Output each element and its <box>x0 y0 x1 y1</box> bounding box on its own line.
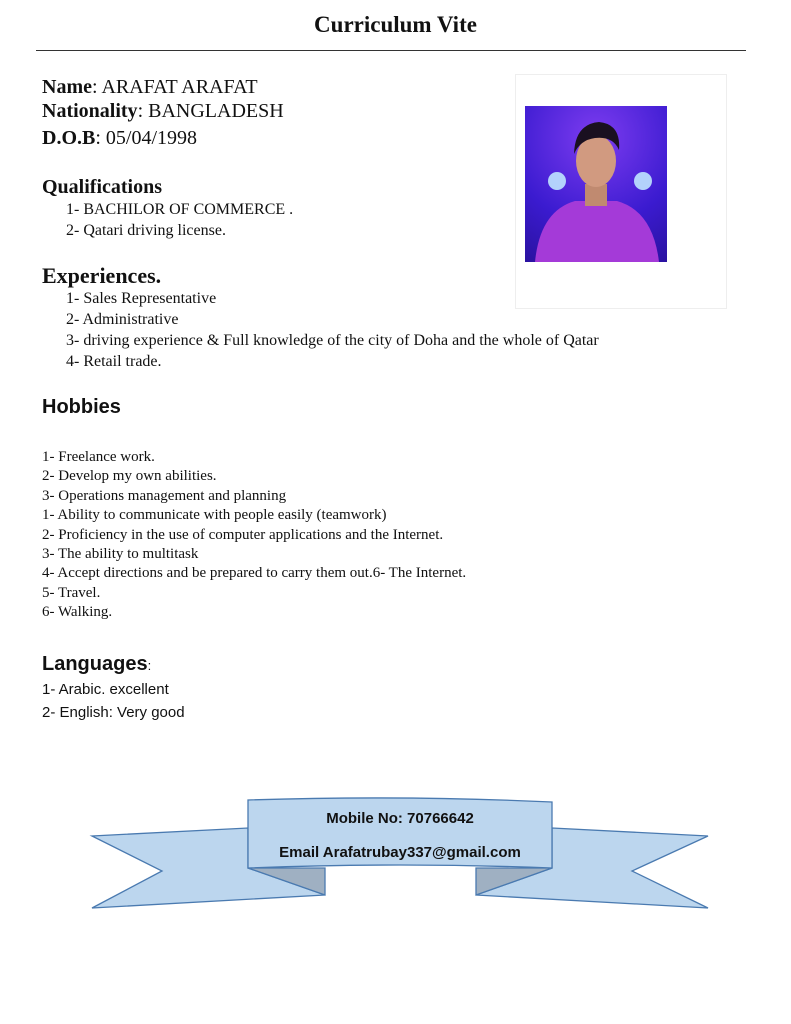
language-item: 1- Arabic. excellent <box>42 681 169 698</box>
name-label: Name <box>42 76 92 98</box>
languages-colon: : <box>147 658 152 673</box>
hobby-item: 6- Walking. <box>42 604 113 620</box>
hobby-item: 2- Develop my own abilities. <box>42 468 217 484</box>
dob-value: : 05/04/1998 <box>95 127 198 149</box>
languages-heading-text: Languages <box>42 653 148 675</box>
hobbies-heading: Hobbies <box>42 396 121 418</box>
hobby-item: 3- Operations management and planning <box>42 488 287 504</box>
hobby-item: 3- The ability to multitask <box>42 546 199 562</box>
qualification-item: 2- Qatari driving license. <box>66 222 226 239</box>
hobby-item: 1- Ability to communicate with people easily (teamwork) <box>42 507 387 523</box>
document-title: Curriculum Vite <box>314 12 477 37</box>
email-address: Email Arafatrubay337@gmail.com <box>279 844 521 861</box>
qualifications-heading: Qualifications <box>42 176 163 198</box>
language-item: 2- English: Very good <box>42 704 185 721</box>
hobby-item: 4- Accept directions and be prepared to carry them out.6- The Internet. <box>42 565 467 581</box>
hobby-item: 2- Proficiency in the use of computer applications and the Internet. <box>42 527 444 543</box>
mobile-number: Mobile No: 70766642 <box>326 810 474 827</box>
experience-item: 4- Retail trade. <box>66 353 162 370</box>
experience-item: 3- driving experience & Full knowledge of the city of Doha and the whole of Qatar <box>66 332 599 349</box>
experience-item: 2- Administrative <box>66 311 179 328</box>
name-value: : ARAFAT ARAFAT <box>91 76 258 98</box>
experience-item: 1- Sales Representative <box>66 290 217 307</box>
experiences-heading: Experiences. <box>42 263 162 288</box>
dob-label: D.O.B <box>42 127 96 149</box>
hobby-item: 1- Freelance work. <box>42 449 155 465</box>
nationality-label: Nationality <box>42 100 138 122</box>
nationality-value: : BANGLADESH <box>137 100 284 122</box>
qualification-item: 1- BACHILOR OF COMMERCE . <box>66 201 294 218</box>
hobby-item: 5- Travel. <box>42 585 101 601</box>
